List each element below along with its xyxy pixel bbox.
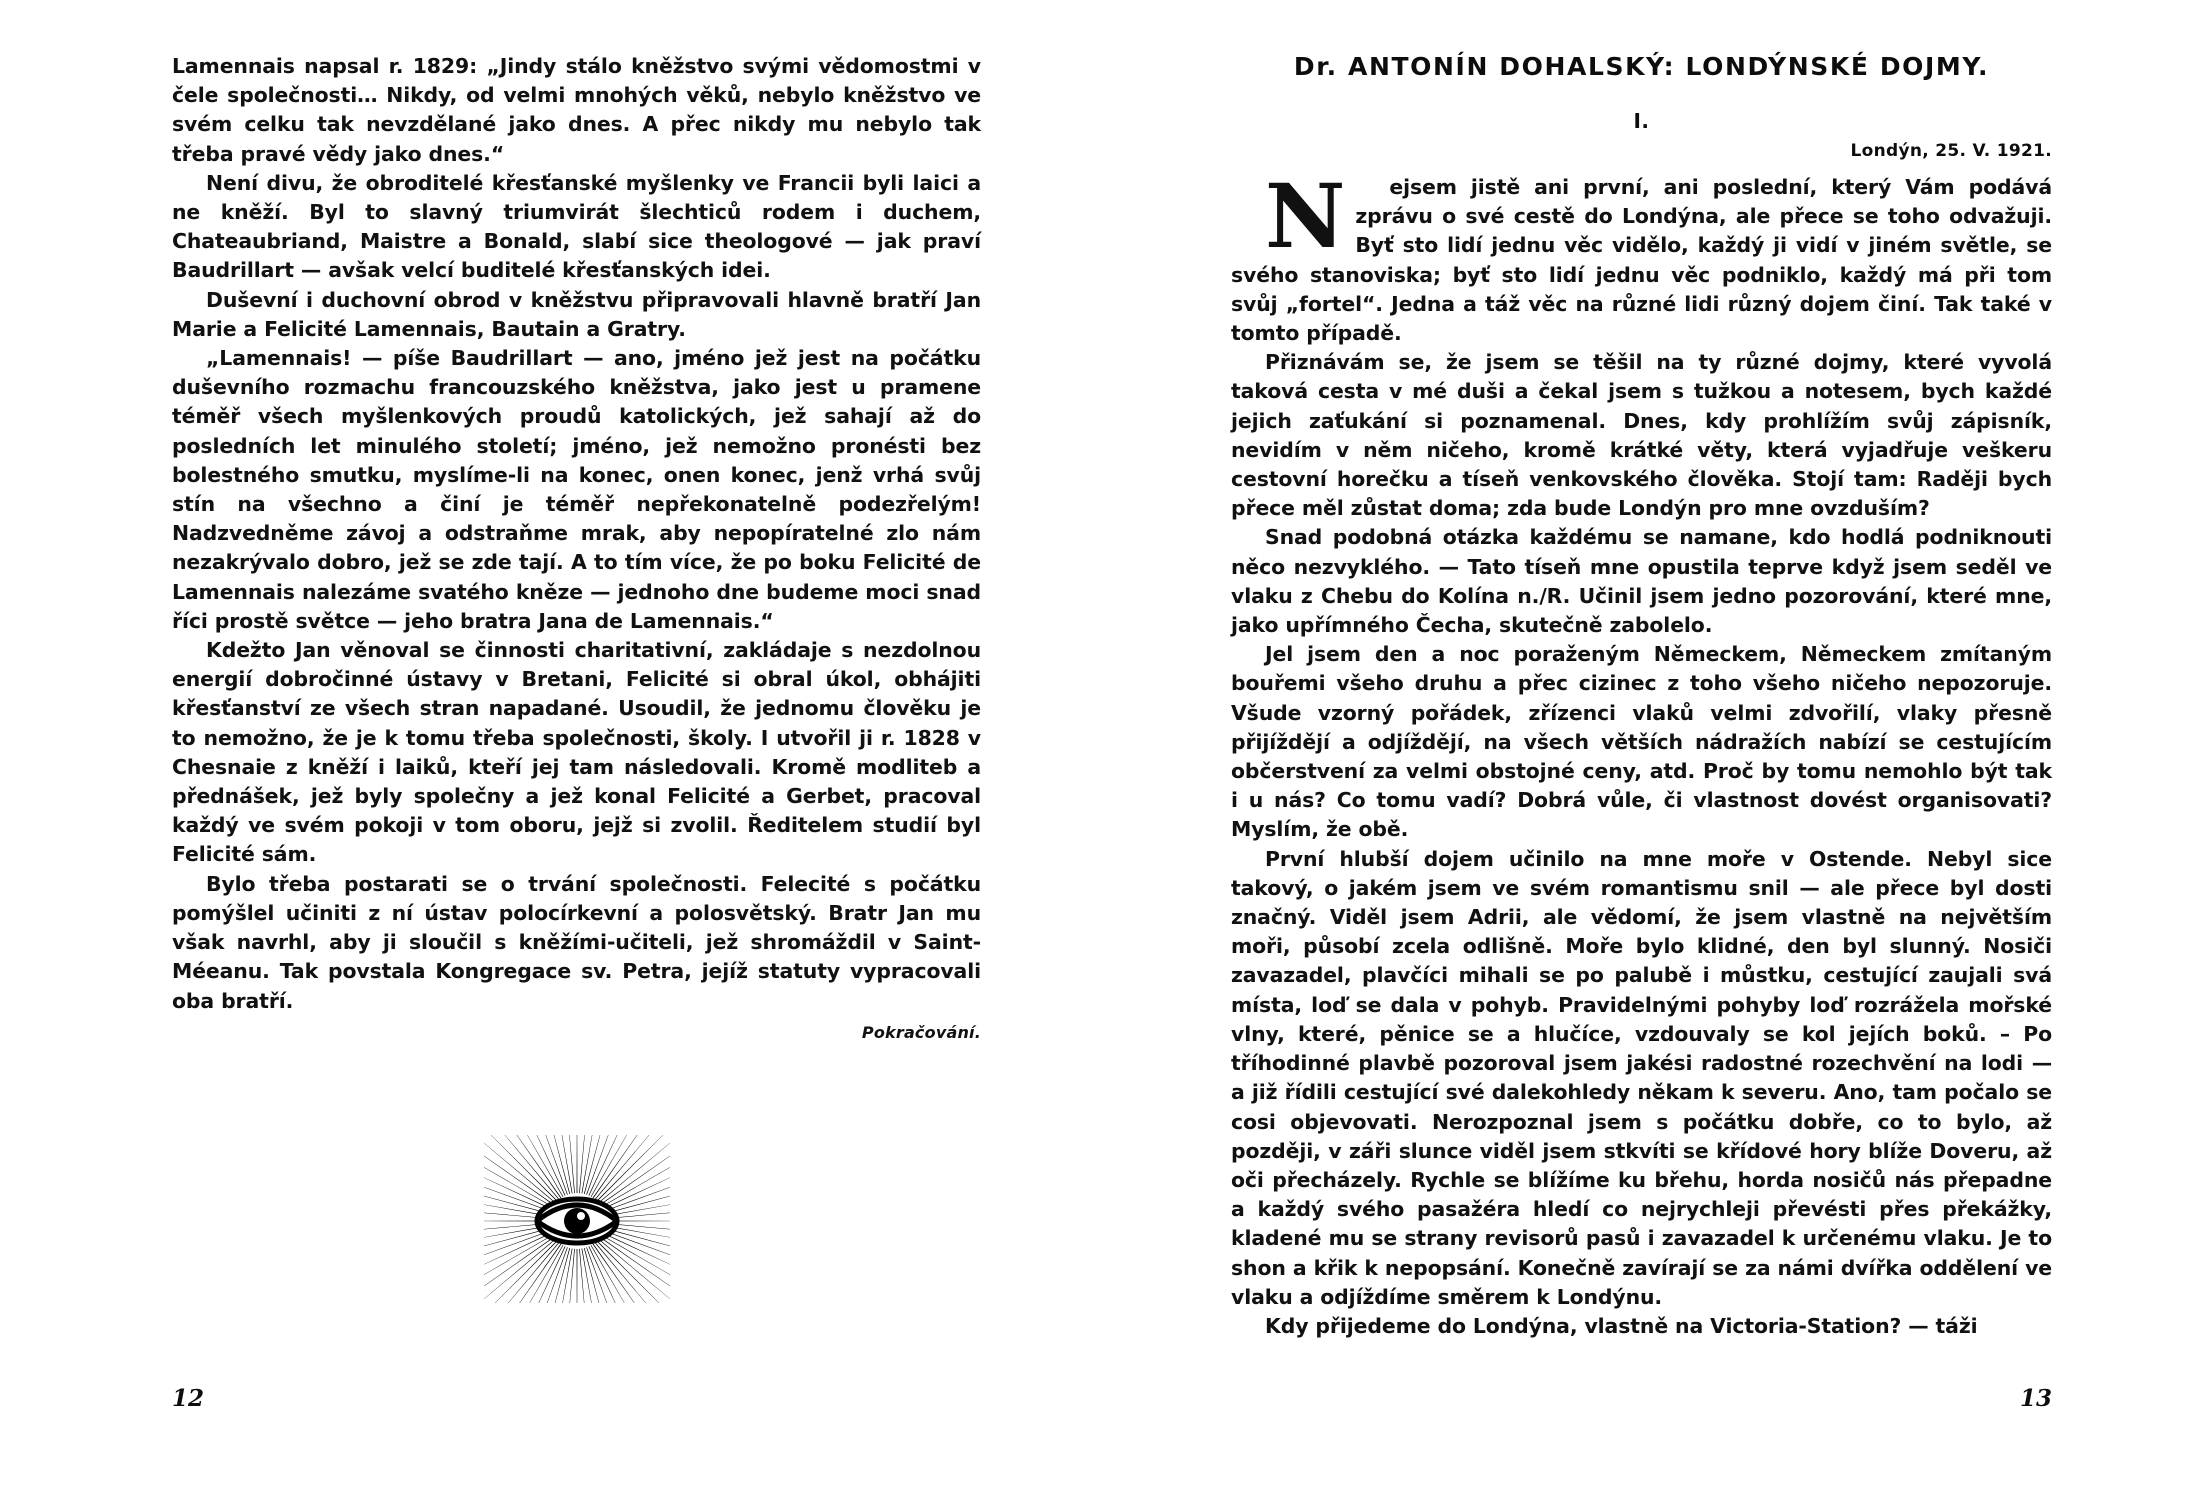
- dateline: Londýn, 25. V. 1921.: [1850, 141, 2052, 161]
- paragraph: První hlubší dojem učinilo na mne moře v Ostende. Nebyl sice takový, o jakém jsem ve svém romantismu snil — ale přece byl dosti značný. Viděl jsem Adrii, ale vědomí, že jsem vlastně na největším moři, působí zcela odlišně. Moře bylo klidné, den byl slunný. Nosiči zavazadel, plavčíci mihali se po palubě i můstku, cestující zaujali svá místa, loď se dala v pohyb. Pravidelnými pohyby loď rozrážela mořské vlny, které, pěnice se a hlučíce, vzdouvaly se kol jejích boků. – Po tříhodinné plavbě pozoroval jsem jakési radostné rozechvění na lodi — a již řídili cestující své dalekohledy někam k severu. Ano, tam počalo se cosi objevovati. Nerozpoznal jsem s počátku dobře, co to bylo, až později, v záři slunce viděl jsem stkvíti se křídové hory blíže Doveru, až oči přecházely. Rychle se blížíme ku břehu, horda nosičů nás přepadne a každý svého pasažéra hledí co nejrychleji převésti přes překážky, kladené mu se strany revisorů pasů i zavazadel k určenému vlaku. Je to shon a křik k nepopsání. Konečně zavírají se za námi dvířka oddělení ve vlaku a odjíždíme směrem k Londýnu.: [1231, 846, 2052, 1309]
- paragraph: Bylo třeba postarati se o trvání společnosti. Felecité s počátku pomýšlel učiniti z ní ústav polocírkevní a polosvětský. Bratr Jan mu však navrhl, aby ji sloučil s kněžími-učiteli, jež shromáždil v Saint-Méeanu. Tak povstala Kongregace sv. Petra, jejíž statuty vypracovali oba bratří.: [172, 871, 981, 1013]
- page-number-right: 13: [2019, 1385, 2052, 1412]
- first-paragraph-text: ejsem jistě ani první, ani poslední, který Vám podává zprávu o své cestě do Londýna, ale přece se toho odvažuji. Byť sto lidí jednu věc vidělo, každý ji vidí v jiném světle, se svého stanoviska; byť sto lidí jednu věc podniklo, každý má při tom svůj „fortel“. Jedna a táž věc na různé lidi různý dojem činí. Tak také v tomto případě.: [1231, 175, 2052, 346]
- paragraph: Snad podobná otázka každému se namane, kdo hodlá podniknouti něco nezvyklého. — Tato tíseň mne opustila teprve když jsem seděl ve vlaku z Chebu do Kolína n./R. Učinil jsem jedno pozorování, které mne, jako upřímného Čecha, skutečně zabolelo.: [1231, 525, 2052, 638]
- right-page-body: [1231, 164, 2052, 1341]
- left-page-body: [172, 52, 981, 1047]
- paragraph: Duševní i duchovní obrod v kněžstvu připravovali hlavně bratří Jan Marie a Felicité Lamennais, Bautain a Gratry.: [172, 287, 981, 341]
- paragraph: Jel jsem den a noc poraženým Německem, Německem zmítaným bouřemi všeho druhu a přec cizinec z toho všeho ničeho nepozoruje. Všude vzorný pořádek, zřízenci vlaků velmi zdvořilí, vlaky přesně přijíždějí a odjíždějí, na všech větších nádražích nabízí se cestujícím občerstvení za velmi obstojné ceny, atd. Proč by tomu nemohlo být tak i u nás? Co tomu vadí? Dobrá vůle, či vlastnost dovést organisovati? Myslím, že obě.: [1231, 642, 2052, 842]
- paragraph: Není divu, že obroditelé křesťanské myšlenky ve Francii byli laici a ne kněží. Byl to slavný triumvirát šlechticů rodem i duchem, Chateaubriand, Maistre a Bonald, slabí sice theologové — jak praví Baudrillart — avšak velcí buditelé křesťanských idei.: [172, 170, 981, 283]
- radiant-eye-ornament-icon: [484, 1135, 670, 1303]
- article-title: Dr. ANTONÍN DOHALSKÝ: LONDÝNSKÉ DOJMY.: [1293, 52, 1990, 81]
- first-paragraph: [1231, 164, 2052, 348]
- continued-note: Pokračování.: [861, 1022, 981, 1042]
- right-page: [1101, 0, 2202, 1500]
- ornament-container: [172, 1135, 981, 1303]
- paragraph: Kdežto Jan věnoval se činnosti charitativní, zakládaje s nezdolnou energií dobročinné ústavy v Bretani, Felicité si obral úkol, obhájiti křesťanství ze všech stran napadané. Usoudil, že jednomu člověku je to nemožno, že je k tomu třeba společnosti, školy. I utvořil ji r. 1828 v Chesnaie z kněží i laiků, kteří jej tam následovali. Kromě modliteb a přednášek, jež byly společny a jež konal Felicité a Gerbet, pracoval každý ve svém pokoji v tom oboru, jejž si zvolil. Ředitelem studií byl Felicité sám.: [172, 638, 981, 867]
- paragraph: „Lamennais! — píše Baudrillart — ano, jméno jež jest na počátku duševního rozmachu francouzského kněžstva, jako jest u pramene téměř všech myšlenkových proudů katolických, jež sahají až do posledních let minulého století; jméno, jež nemožno pronésti bez bolestného smutku, myslíme-li na konec, onen konec, jenž vrhá svůj stín na všechno a činí je téměř nepřekonatelně podezřelým! Nadzvedněme závoj a odstraňme mrak, aby nepopíratelné zlo nám nezakrývalo dobro, jež se zde tají. A to tím více, že po boku Felicité de Lamennais nalezáme svatého kněze — jednoho dne budeme moci snad říci prostě světce — jeho bratra Jana de Lamennais.“: [172, 346, 981, 633]
- paragraph: Lamennais napsal r. 1829: „Jindy stálo kněžstvo svými vědomostmi v čele společnosti… Nikdy, od velmi mnohých věků, nebylo kněžstvo ve svém celku tak nevzdělané jako dnes. A přec nikdy mu nebylo tak třeba pravé vědy jako dnes.“: [172, 54, 981, 166]
- paragraph: Kdy přijedeme do Londýna, vlastně na Victoria-Station? — táži: [1265, 1313, 1978, 1338]
- page-number-left: 12: [172, 1385, 205, 1412]
- drop-cap: N: [1265, 164, 1346, 268]
- paragraph: Přiznávám se, že jsem se těšil na ty různé dojmy, které vyvolá taková cesta v mé duši a čekal jsem s tužkou a notesem, bych každé jejich zaťukání si poznamenal. Dnes, kdy prohlížím svůj zápisník, nevidím v něm ničeho, kromě krátké věty, která vyjadřuje veškeru cestovní horečku a tíseň venkovského člověka. Stojí tam: Raději bych přece měl zůstat doma; zda bude Londýn pro mne ovzduším?: [1231, 350, 2052, 521]
- section-number: I.: [1633, 109, 1650, 133]
